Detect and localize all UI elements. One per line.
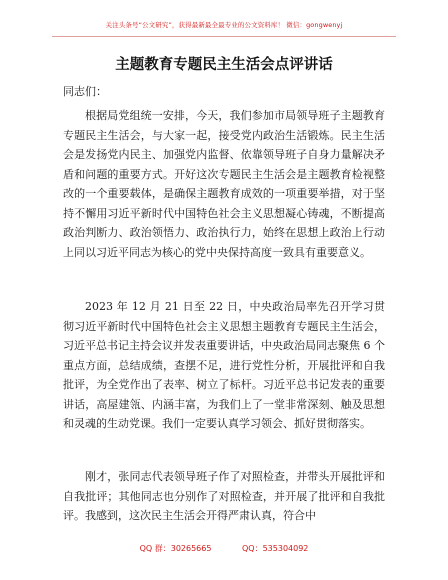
- footer-qq: QQ：535304092: [242, 544, 309, 553]
- header-banner: 关注头条号“公文研究”，获得最新最全最专业的公文资料库！ 微信：gongwenyj: [105, 21, 343, 29]
- header-divider: [52, 36, 396, 37]
- body-paragraph: 刚才，张同志代表领导班子作了对照检查，并带头开展批评和自我批评；其他同志也分别作了对照检查，并开展了批评和自我批评。我感到，这次民主生活会开得严肃认真，符合中: [63, 470, 385, 522]
- document-title: 主题教育专题民主生活会点评讲话: [115, 57, 333, 73]
- body-paragraph: 根据局党组统一安排，今天，我们参加市局领导班子主题教育专题民主生活会，与大家一起，接受党内政治生活锻炼。民主生活会是发扬党内民主、加强党内监督、依靠领导班子自身力量解决矛盾和问题的重要方式。开好这次专题民主生活会是主题教育检视整改的一个重要载体，是确保主题教育成效的一项重要举措，对于坚持不懈用习近平新时代中国特色社会主义思想凝心铸魂，不断提高政治判断力、政治领悟力、政治执行力，始终在思想上政治上行动上同以习近平同志为核心的党中央保持高度一致具有重要意义。: [63, 109, 385, 259]
- body-paragraph: 2023 年 12 月 21 日至 22 日，中央政治局率先召开学习贯彻习近平新时代中国特色社会主义思想主题教育专题民主生活会，习近平总书记主持会议并发表重要讲话，中央政治局同志聚焦 6 个重点方面，总结成绩，查摆不足，进行党性分析，开展批评和自我批评，为全党作出了表率、树立了标杆。习近平总书记发表的重要讲话，高屋建瓴、内涵丰富，为我们上了一堂非常深刻、触及思想和灵魂的生动党课。我们一定要认真学习领会、抓好贯彻落实。: [63, 300, 385, 430]
- salutation: 同志们：: [63, 85, 107, 98]
- footer-contact: [0, 543, 448, 554]
- footer-qq-group: QQ 群：30265665: [139, 544, 212, 553]
